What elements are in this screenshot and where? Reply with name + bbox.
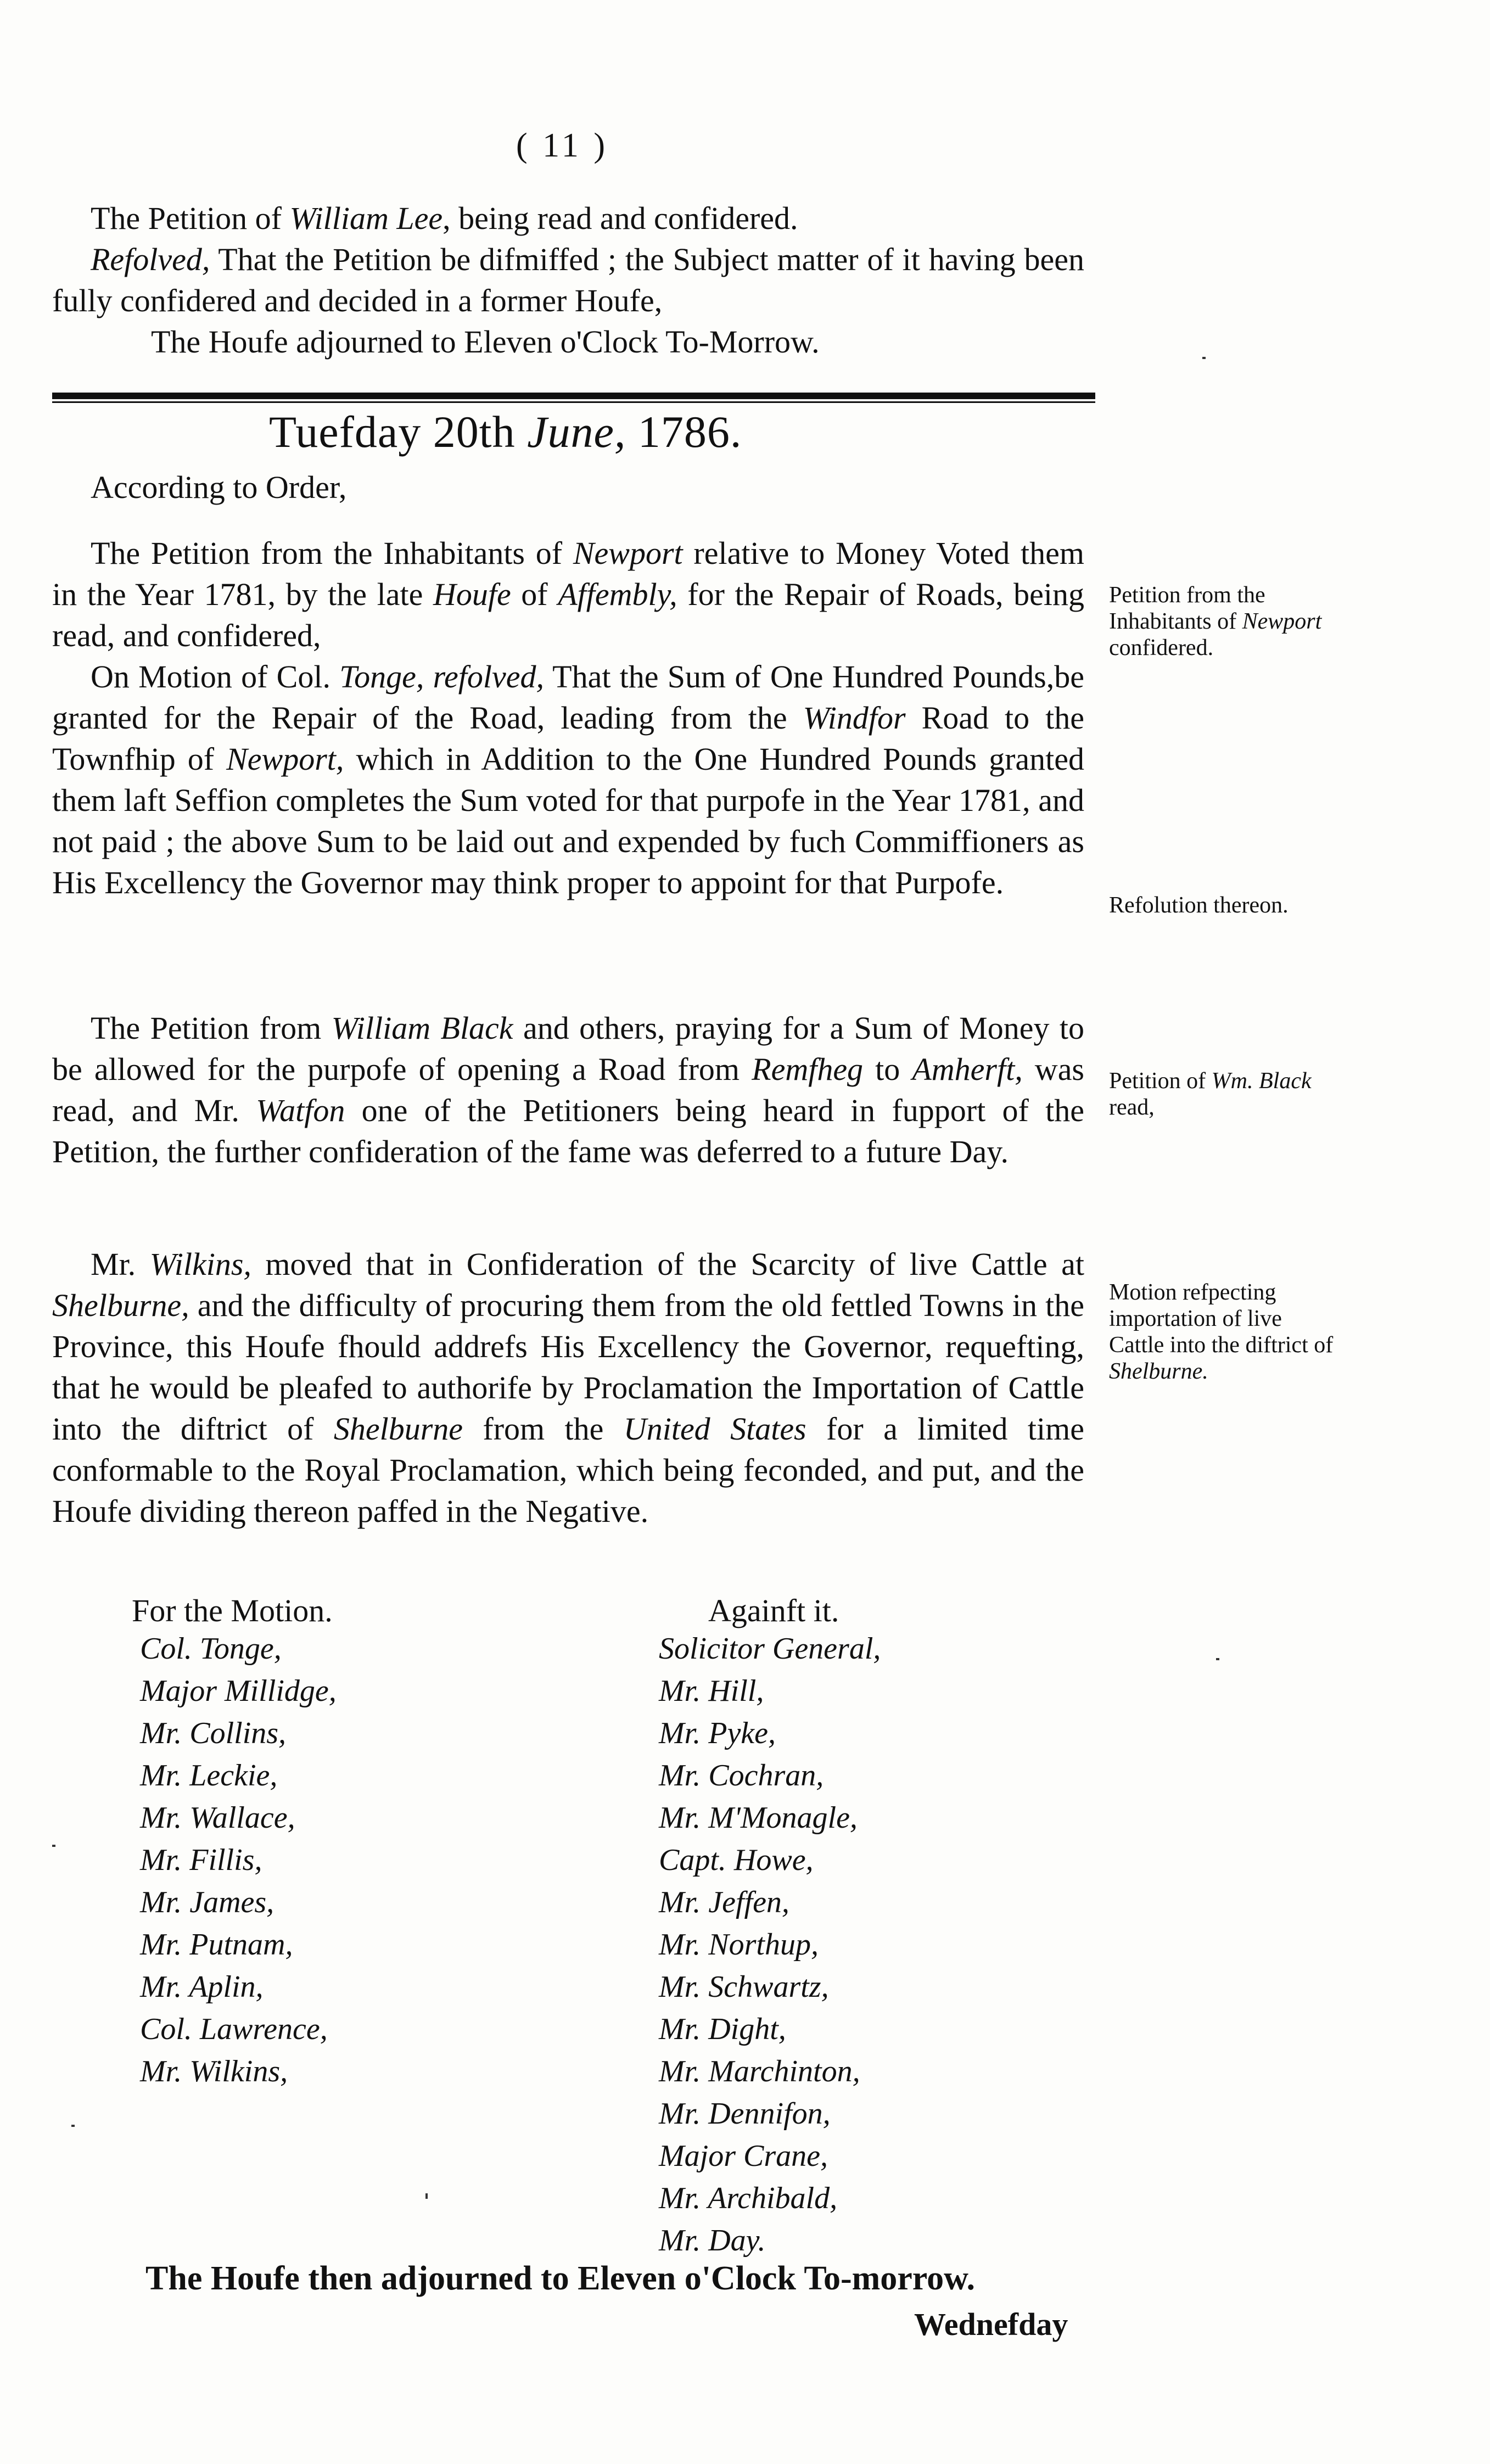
margin-note-black-petition: Petition of Wm. Black read, xyxy=(1109,1068,1312,1120)
newport-petition-paragraph: The Petition from the Inhabitants of Newport relative to Money Voted them in the Year 1781, by the late Houfe of Affembly, for the Repair of Roads, being read, and confidered, xyxy=(52,535,1084,653)
against-member: Mr. Marchinton, xyxy=(659,2054,860,2088)
section-rule xyxy=(52,393,1095,399)
according-line: According to Order, xyxy=(91,469,347,505)
for-member: Mr. Collins, xyxy=(140,1716,287,1750)
for-member: Mr. Aplin, xyxy=(140,1970,264,2004)
newport-section xyxy=(52,533,1084,903)
against-motion-list xyxy=(659,1628,881,2262)
lee-petition-line: The Petition of William Lee, being read and confidered. xyxy=(91,200,798,236)
against-member: Mr. Schwartz, xyxy=(659,1970,829,2004)
print-speck xyxy=(71,2125,75,2127)
against-member: Mr. M'Monagle, xyxy=(659,1801,858,1835)
black-petition-paragraph: The Petition from William Black and others, praying for a Sum of Money to be allowed for the purpofe of opening a Road from Remfheg to Amherft, was read, and Mr. Watfon one of the Petitioners being heard in fupport of the Petition, the further confideration of the fame was deferred to a future Day. xyxy=(52,1010,1085,1169)
for-member: Col. Lawrence, xyxy=(140,2012,328,2046)
wilkins-motion-section xyxy=(52,1244,1084,1532)
for-motion-heading: For the Motion. xyxy=(132,1593,333,1628)
against-member: Mr. Archibald, xyxy=(659,2181,838,2215)
for-member: Mr. Fillis, xyxy=(140,1843,262,1877)
against-member: Mr. Day. xyxy=(659,2224,766,2258)
against-member: Mr. Dight, xyxy=(659,2012,786,2046)
print-speck xyxy=(1216,1658,1219,1660)
resolved-paragraph: Refolved, That the Petition be difmiffed ; the Subject matter of it having been fully confidered and decided in a former Houfe, xyxy=(52,242,1084,318)
against-member: Mr. Jeffen, xyxy=(659,1885,789,1919)
against-member: Mr. Northup, xyxy=(659,1928,819,1962)
adjourn-line: The Houfe adjourned to Eleven o'Clock To-Morrow. xyxy=(151,324,820,360)
for-member: Mr. James, xyxy=(140,1885,275,1919)
for-motion-list xyxy=(140,1628,337,2093)
against-member: Solicitor General, xyxy=(659,1632,881,1666)
wilkins-motion-paragraph: Mr. Wilkins, moved that in Confideration of the Scarcity of live Cattle at Shelburne, and the difficulty of procuring them from the old fettled Towns in the Province, this Houfe fhould addrefs His Excellency the Governor, requefting, that he would be pleafed to authorife by Proclamation the Importation of Cattle into the diftrict of Shelburne from the United States for a limited time conformable to the Royal Proclamation, which being feconded, and put, and the Houfe dividing thereon paffed in the Negative. xyxy=(52,1246,1085,1529)
against-member: Major Crane, xyxy=(659,2139,828,2173)
against-member: Mr. Cochran, xyxy=(659,1759,824,1793)
against-member: Mr. Hill, xyxy=(659,1674,764,1708)
against-member: Capt. Howe, xyxy=(659,1843,814,1877)
against-member: Mr. Dennifon, xyxy=(659,2097,831,2131)
for-member: Mr. Putnam, xyxy=(140,1928,293,1962)
tonge-motion-paragraph: On Motion of Col. Tonge, refolved, That the Sum of One Hundred Pounds,be granted for the Repair of the Road, leading from the Windfor Road to the Townfhip of Newport, which in Addition to the One Hundred Pounds granted them laft Seffion completes the Sum voted for that purpofe in the Year 1781, and not paid ; the above Sum to be laid out and expended by fuch Commiffioners as His Excellency the Governor may think proper to appoint for that Purpofe. xyxy=(52,659,1085,900)
print-speck xyxy=(425,2193,428,2199)
margin-note-newport-petition: Petition from the Inhabitants of Newport confidered. xyxy=(1109,583,1322,660)
for-member: Mr. Wallace, xyxy=(140,1801,295,1835)
for-member: Mr. Leckie, xyxy=(140,1759,278,1793)
margin-note-cattle-motion: Motion refpecting importation of live Cattle into the diftrict of Shelburne. xyxy=(1109,1280,1334,1384)
top-block xyxy=(52,198,1084,362)
for-member: Col. Tonge, xyxy=(140,1632,282,1666)
date-heading: Tuefday 20th June, 1786. xyxy=(269,407,742,457)
catchword: Wednefday xyxy=(914,2306,1068,2342)
margin-note-resolution: Refolution thereon. xyxy=(1109,893,1289,918)
against-member: Mr. Pyke, xyxy=(659,1716,776,1750)
black-petition-section xyxy=(52,1007,1084,1172)
for-member: Mr. Wilkins, xyxy=(140,2054,288,2088)
final-adjourn-line: The Houfe then adjourned to Eleven o'Clock To-morrow. xyxy=(145,2260,976,2297)
print-speck xyxy=(1202,357,1206,359)
page-number: ( 11 ) xyxy=(516,127,608,164)
section-rule-thin xyxy=(52,401,1095,403)
against-motion-heading: Againft it. xyxy=(708,1593,839,1628)
for-member: Major Millidge, xyxy=(140,1674,337,1708)
print-speck xyxy=(52,1845,55,1847)
